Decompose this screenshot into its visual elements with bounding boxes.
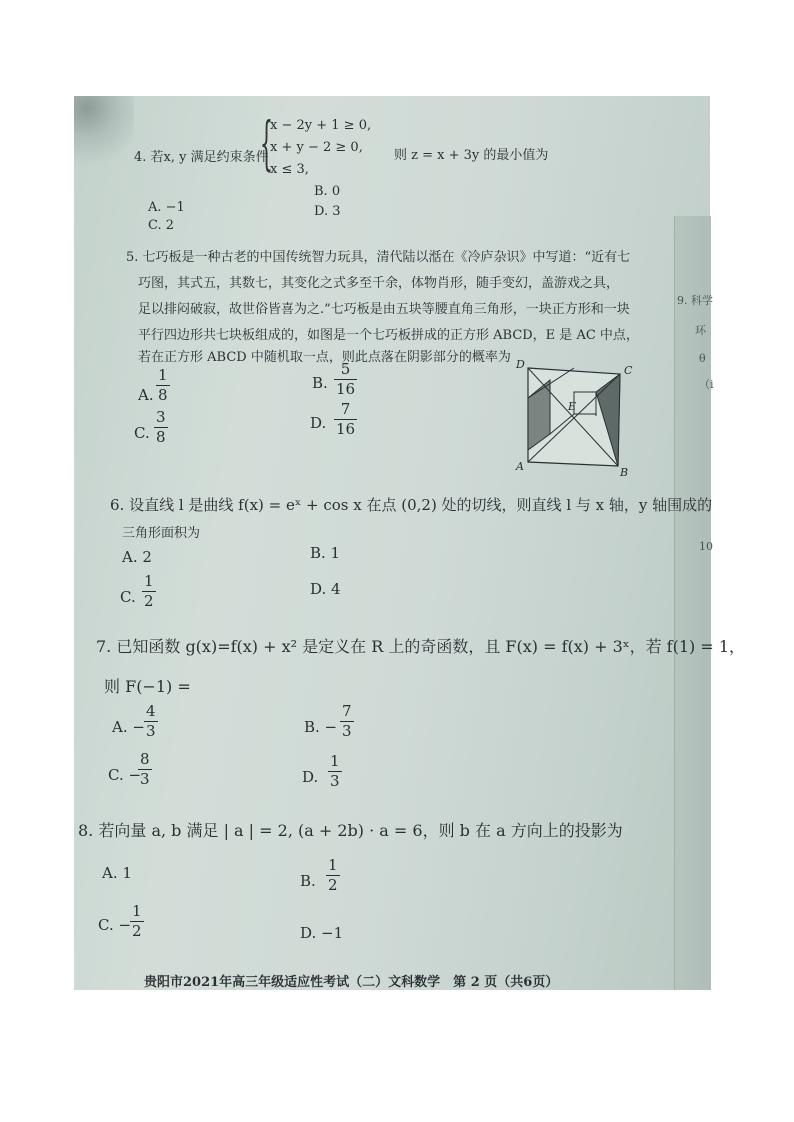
q5-line-1: 5. 七巧板是一种古老的中国传统智力玩具，清代陆以湉在《冷庐杂识》中写道：“近有七: [126, 250, 631, 265]
page-corner-shadow: [74, 96, 134, 176]
q5-a-den: 8: [158, 386, 168, 404]
q5-line-3: 足以排闷破寂，故世俗皆喜为之.”七巧板是由五块等腰直角三角形，一块正方形和一块: [138, 302, 630, 317]
q7-option-b-fraction: [340, 704, 354, 739]
q7-d-den: 3: [330, 772, 340, 790]
q5-option-c-label: C.: [134, 424, 150, 442]
q4-option-d: D. 3: [314, 204, 341, 219]
q7-option-d-label: D.: [302, 768, 319, 786]
q8-option-b-fraction: [326, 858, 340, 893]
q6-line-1: 6. 设直线 l 是曲线 f(x) = eˣ + cos x 在点 (0,2) 处的切线，则直线 l 与 x 轴，y 轴围成的: [110, 496, 713, 514]
side-line2: 环: [695, 324, 706, 337]
adjacent-page-edge: [674, 216, 714, 990]
q4-brace: {: [260, 109, 273, 177]
q4-stem: 4. 若x, y 满足约束条件: [134, 150, 269, 165]
q6-option-a: A. 2: [122, 548, 152, 566]
q7-c-num: 8: [140, 750, 150, 768]
q8-b-num: 1: [328, 856, 338, 874]
q7-option-a-fraction: [144, 704, 158, 739]
q5-line-4: 平行四边形共七块板组成的，如图是一个七巧板拼成的正方形 ABCD，E 是 AC 中点，: [138, 328, 639, 343]
q8-option-d: D. −1: [300, 924, 344, 942]
q8-option-a: A. 1: [102, 864, 132, 882]
label-a: A: [516, 460, 524, 473]
label-e: E: [568, 400, 577, 413]
q4-option-c: C. 2: [148, 218, 175, 233]
q5-option-a-fraction: [156, 368, 170, 403]
q5-b-den: 16: [336, 380, 356, 398]
q5-option-b-fraction: [334, 362, 357, 397]
q7-b-den: 3: [342, 722, 352, 740]
q7-line-2: 则 F(−1) =: [104, 677, 191, 696]
q5-line-2: 巧图，其式五，其数七，其变化之式多至千余，体物肖形，随手变幻，盖游戏之具，: [138, 276, 620, 291]
q5-d-den: 16: [336, 420, 356, 438]
q4-option-b: B. 0: [314, 184, 341, 199]
q7-option-d-fraction: [328, 754, 342, 789]
page-footer: 贵阳市2021年高三年级适应性考试（二）文科数学 第 2 页（共6页）: [144, 975, 559, 990]
side-num: 10: [699, 540, 713, 553]
side-line4: （i: [699, 378, 714, 391]
q7-c-den: 3: [140, 770, 150, 788]
q5-option-d-fraction: [334, 402, 357, 437]
label-d: D: [516, 358, 525, 371]
q5-option-d-label: D.: [310, 414, 327, 432]
q8-option-c-label: C. −: [98, 916, 132, 934]
q5-option-a-label: A.: [138, 386, 154, 404]
q8-option-b-label: B.: [300, 872, 316, 890]
label-c: C: [624, 364, 633, 377]
label-b: B: [620, 466, 629, 479]
q8-line-1: 8. 若向量 a, b 满足 | a | = 2, (a + 2b) · a = 6，则 b 在 a 方向上的投影为: [78, 821, 623, 840]
q4-constraint-3: x ≤ 3,: [270, 162, 309, 177]
q4-constraint-2: x + y − 2 ≥ 0,: [270, 140, 363, 155]
q6-c-num: 1: [144, 572, 154, 590]
q8-c-num: 1: [132, 902, 142, 920]
q5-b-num: 5: [340, 360, 351, 378]
q6-option-b: B. 1: [310, 544, 341, 562]
q5-c-num: 3: [156, 408, 166, 426]
q8-option-c-fraction: [130, 904, 144, 939]
q8-c-den: 2: [132, 922, 142, 940]
q5-c-den: 8: [156, 428, 166, 446]
q7-a-num: 4: [146, 702, 156, 720]
q7-option-c-label: C. −: [108, 766, 142, 784]
side-q9: 9. 科学: [677, 294, 713, 307]
q6-option-c-label: C.: [120, 588, 136, 606]
q7-option-c-fraction: [138, 752, 152, 787]
q4-option-a: A. −1: [148, 200, 185, 215]
q5-line-5: 若在正方形 ABCD 中随机取一点，则此点落在阴影部分的概率为: [138, 350, 511, 365]
q6-option-d: D. 4: [310, 580, 341, 598]
q7-d-num: 1: [330, 752, 340, 770]
q8-b-den: 2: [328, 876, 338, 894]
q4-stem-tail: 则 z = x + 3y 的最小值为: [394, 148, 549, 163]
q7-a-den: 3: [146, 722, 156, 740]
q5-option-c-fraction: [154, 410, 168, 445]
q5-a-num: 1: [158, 366, 168, 384]
q6-option-c-fraction: [142, 574, 156, 609]
side-line3: θ: [699, 352, 706, 365]
q5-option-b-label: B.: [312, 374, 328, 392]
q4-constraint-1: x − 2y + 1 ≥ 0,: [270, 118, 372, 133]
q6-c-den: 2: [144, 592, 154, 610]
q5-d-num: 7: [340, 400, 351, 418]
q7-option-b-label: B. −: [304, 718, 338, 736]
q6-line-2: 三角形面积为: [122, 526, 201, 541]
q7-option-a-label: A. −: [112, 718, 145, 736]
tangram-figure: [514, 358, 634, 478]
q7-b-num: 7: [342, 702, 352, 720]
q7-line-1: 7. 已知函数 g(x)=f(x) + x² 是定义在 R 上的奇函数，且 F(x) = f(x) + 3ˣ，若 f(1) = 1，: [96, 637, 746, 656]
exam-page-photo: [74, 96, 746, 990]
